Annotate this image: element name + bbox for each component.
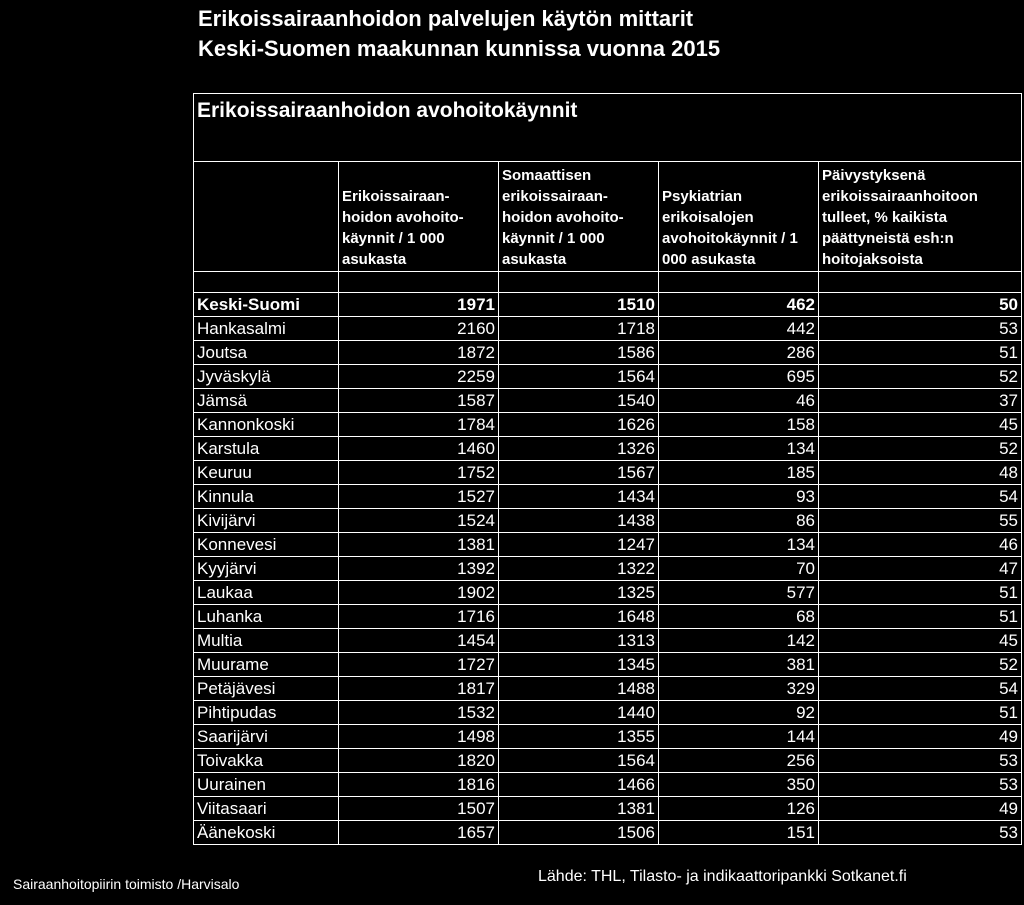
table-cell: 70 — [659, 557, 819, 581]
table-cell: 1587 — [339, 389, 499, 413]
table-cell: 51 — [819, 701, 1022, 725]
table-row — [194, 821, 1022, 845]
municipality-name: Kinnula — [194, 485, 339, 509]
table-cell: 381 — [659, 653, 819, 677]
table-row — [194, 365, 1022, 389]
municipality-name: Keuruu — [194, 461, 339, 485]
table-cell: 1564 — [499, 749, 659, 773]
table-cell: 46 — [659, 389, 819, 413]
table-cell: 1527 — [339, 485, 499, 509]
table-cell: 1540 — [499, 389, 659, 413]
table-cell: 1466 — [499, 773, 659, 797]
table-cell: 1434 — [499, 485, 659, 509]
total-region-name: Keski-Suomi — [194, 293, 339, 317]
table-cell: 1381 — [339, 533, 499, 557]
municipality-name: Joutsa — [194, 341, 339, 365]
table-cell: 49 — [819, 797, 1022, 821]
table-cell: 144 — [659, 725, 819, 749]
table-cell: 37 — [819, 389, 1022, 413]
table-row — [194, 533, 1022, 557]
municipality-name: Luhanka — [194, 605, 339, 629]
table-row — [194, 317, 1022, 341]
table-cell: 1902 — [339, 581, 499, 605]
table-cell: 54 — [819, 485, 1022, 509]
table-cell: 2259 — [339, 365, 499, 389]
total-row — [194, 293, 1022, 317]
header-row — [194, 162, 1022, 272]
table-cell: 329 — [659, 677, 819, 701]
table-cell: 256 — [659, 749, 819, 773]
table-cell: 1727 — [339, 653, 499, 677]
municipality-name: Hankasalmi — [194, 317, 339, 341]
table-cell: 93 — [659, 485, 819, 509]
table-cell: 1718 — [499, 317, 659, 341]
column-header-somatic-visits: Somaattisen erikoissairaan-hoidon avohoito-käynnit / 1 000 asukasta — [499, 162, 659, 272]
table-cell: 47 — [819, 557, 1022, 581]
table-cell: 1345 — [499, 653, 659, 677]
table-cell: 45 — [819, 413, 1022, 437]
table-cell: 1325 — [499, 581, 659, 605]
table-cell: 1524 — [339, 509, 499, 533]
table-cell: 1355 — [499, 725, 659, 749]
table-row — [194, 773, 1022, 797]
table-cell: 134 — [659, 533, 819, 557]
table-cell: 286 — [659, 341, 819, 365]
table-cell: 51 — [819, 605, 1022, 629]
column-header-psychiatric-visits: Psykiatrian erikoisalojen avohoitokäynnit / 1 000 asukasta — [659, 162, 819, 272]
table-cell: 52 — [819, 365, 1022, 389]
municipality-name: Multia — [194, 629, 339, 653]
table-row — [194, 461, 1022, 485]
table-cell: 1532 — [339, 701, 499, 725]
table-cell: 1440 — [499, 701, 659, 725]
table-row — [194, 413, 1022, 437]
table-cell: 1817 — [339, 677, 499, 701]
table-cell: 185 — [659, 461, 819, 485]
data-table — [193, 93, 1022, 845]
table-row — [194, 557, 1022, 581]
municipality-name: Kannonkoski — [194, 413, 339, 437]
table-cell: 350 — [659, 773, 819, 797]
table-cell: 1460 — [339, 437, 499, 461]
table-row — [194, 389, 1022, 413]
table-cell: 1752 — [339, 461, 499, 485]
table-cell: 1784 — [339, 413, 499, 437]
table-row — [194, 437, 1022, 461]
table-row — [194, 701, 1022, 725]
table-cell: 1247 — [499, 533, 659, 557]
municipality-name: Karstula — [194, 437, 339, 461]
table-cell: 1567 — [499, 461, 659, 485]
table-cell: 1820 — [339, 749, 499, 773]
table-row — [194, 485, 1022, 509]
table-row — [194, 653, 1022, 677]
table-row — [194, 725, 1022, 749]
table-cell: 1381 — [499, 797, 659, 821]
page-title — [198, 4, 720, 64]
table-row — [194, 605, 1022, 629]
table-cell: 577 — [659, 581, 819, 605]
column-header-municipality — [194, 162, 339, 272]
table-cell: 134 — [659, 437, 819, 461]
spacer-row — [194, 272, 1022, 293]
table-cell: 45 — [819, 629, 1022, 653]
credit-note: Sairaanhoitopiirin toimisto /Harvisalo — [13, 876, 240, 892]
table-cell: 2160 — [339, 317, 499, 341]
table-cell: 1657 — [339, 821, 499, 845]
municipality-name: Uurainen — [194, 773, 339, 797]
table-cell: 1586 — [499, 341, 659, 365]
municipality-name: Jyväskylä — [194, 365, 339, 389]
table-cell: 86 — [659, 509, 819, 533]
municipality-name: Saarijärvi — [194, 725, 339, 749]
table-row — [194, 341, 1022, 365]
municipality-name: Muurame — [194, 653, 339, 677]
table-cell: 442 — [659, 317, 819, 341]
table-cell: 1816 — [339, 773, 499, 797]
table-cell: 1648 — [499, 605, 659, 629]
table-cell: 51 — [819, 341, 1022, 365]
table-cell: 1488 — [499, 677, 659, 701]
municipality-name: Petäjävesi — [194, 677, 339, 701]
title-line-1: Erikoissairaanhoidon palvelujen käytön mittarit — [198, 6, 694, 31]
table-cell: 53 — [819, 749, 1022, 773]
table-cell: 142 — [659, 629, 819, 653]
table-cell: 1498 — [339, 725, 499, 749]
municipality-name: Äänekoski — [194, 821, 339, 845]
table-cell: 53 — [819, 821, 1022, 845]
table-cell: 53 — [819, 773, 1022, 797]
table-cell: 55 — [819, 509, 1022, 533]
table-row — [194, 797, 1022, 821]
municipality-name: Konnevesi — [194, 533, 339, 557]
table-cell: 92 — [659, 701, 819, 725]
table-cell: 48 — [819, 461, 1022, 485]
table-cell: 1326 — [499, 437, 659, 461]
title-line-2: Keski-Suomen maakunnan kunnissa vuonna 2015 — [198, 36, 721, 61]
table-cell: 1313 — [499, 629, 659, 653]
municipality-name: Toivakka — [194, 749, 339, 773]
table-cell: 53 — [819, 317, 1022, 341]
table-cell: 1506 — [499, 821, 659, 845]
table-cell: 1872 — [339, 341, 499, 365]
municipality-name: Laukaa — [194, 581, 339, 605]
table-cell: 1716 — [339, 605, 499, 629]
table-cell: 52 — [819, 653, 1022, 677]
total-value: 1510 — [499, 293, 659, 317]
table-cell: 1322 — [499, 557, 659, 581]
table-cell: 151 — [659, 821, 819, 845]
table-cell: 68 — [659, 605, 819, 629]
source-note: Lähde: THL, Tilasto- ja indikaattoripankki Sotkanet.fi — [538, 868, 907, 885]
table-cell: 1438 — [499, 509, 659, 533]
total-value: 50 — [819, 293, 1022, 317]
table-cell: 695 — [659, 365, 819, 389]
section-title: Erikoissairaanhoidon avohoitokäynnit — [194, 94, 1022, 162]
table-cell: 1626 — [499, 413, 659, 437]
municipality-name: Pihtipudas — [194, 701, 339, 725]
column-header-emergency-share: Päivystyksenä erikoissairaanhoitoon tulleet, % kaikista päättyneistä esh:n hoitojaksoista — [819, 162, 1022, 272]
municipality-name: Viitasaari — [194, 797, 339, 821]
table-cell: 126 — [659, 797, 819, 821]
table-cell: 46 — [819, 533, 1022, 557]
table-row — [194, 749, 1022, 773]
table-cell: 51 — [819, 581, 1022, 605]
table-cell: 1392 — [339, 557, 499, 581]
table-cell: 1507 — [339, 797, 499, 821]
total-value: 1971 — [339, 293, 499, 317]
table-row — [194, 629, 1022, 653]
table-cell: 49 — [819, 725, 1022, 749]
section-row — [194, 94, 1022, 162]
municipality-name: Kyyjärvi — [194, 557, 339, 581]
municipality-name: Kivijärvi — [194, 509, 339, 533]
column-header-total-visits: Erikoissairaan-hoidon avohoito-käynnit / 1 000 asukasta — [339, 162, 499, 272]
municipality-name: Jämsä — [194, 389, 339, 413]
table-cell: 54 — [819, 677, 1022, 701]
table-row — [194, 509, 1022, 533]
table-row — [194, 677, 1022, 701]
table-cell: 52 — [819, 437, 1022, 461]
table-cell: 158 — [659, 413, 819, 437]
table-row — [194, 581, 1022, 605]
table-cell: 1564 — [499, 365, 659, 389]
total-value: 462 — [659, 293, 819, 317]
table-cell: 1454 — [339, 629, 499, 653]
